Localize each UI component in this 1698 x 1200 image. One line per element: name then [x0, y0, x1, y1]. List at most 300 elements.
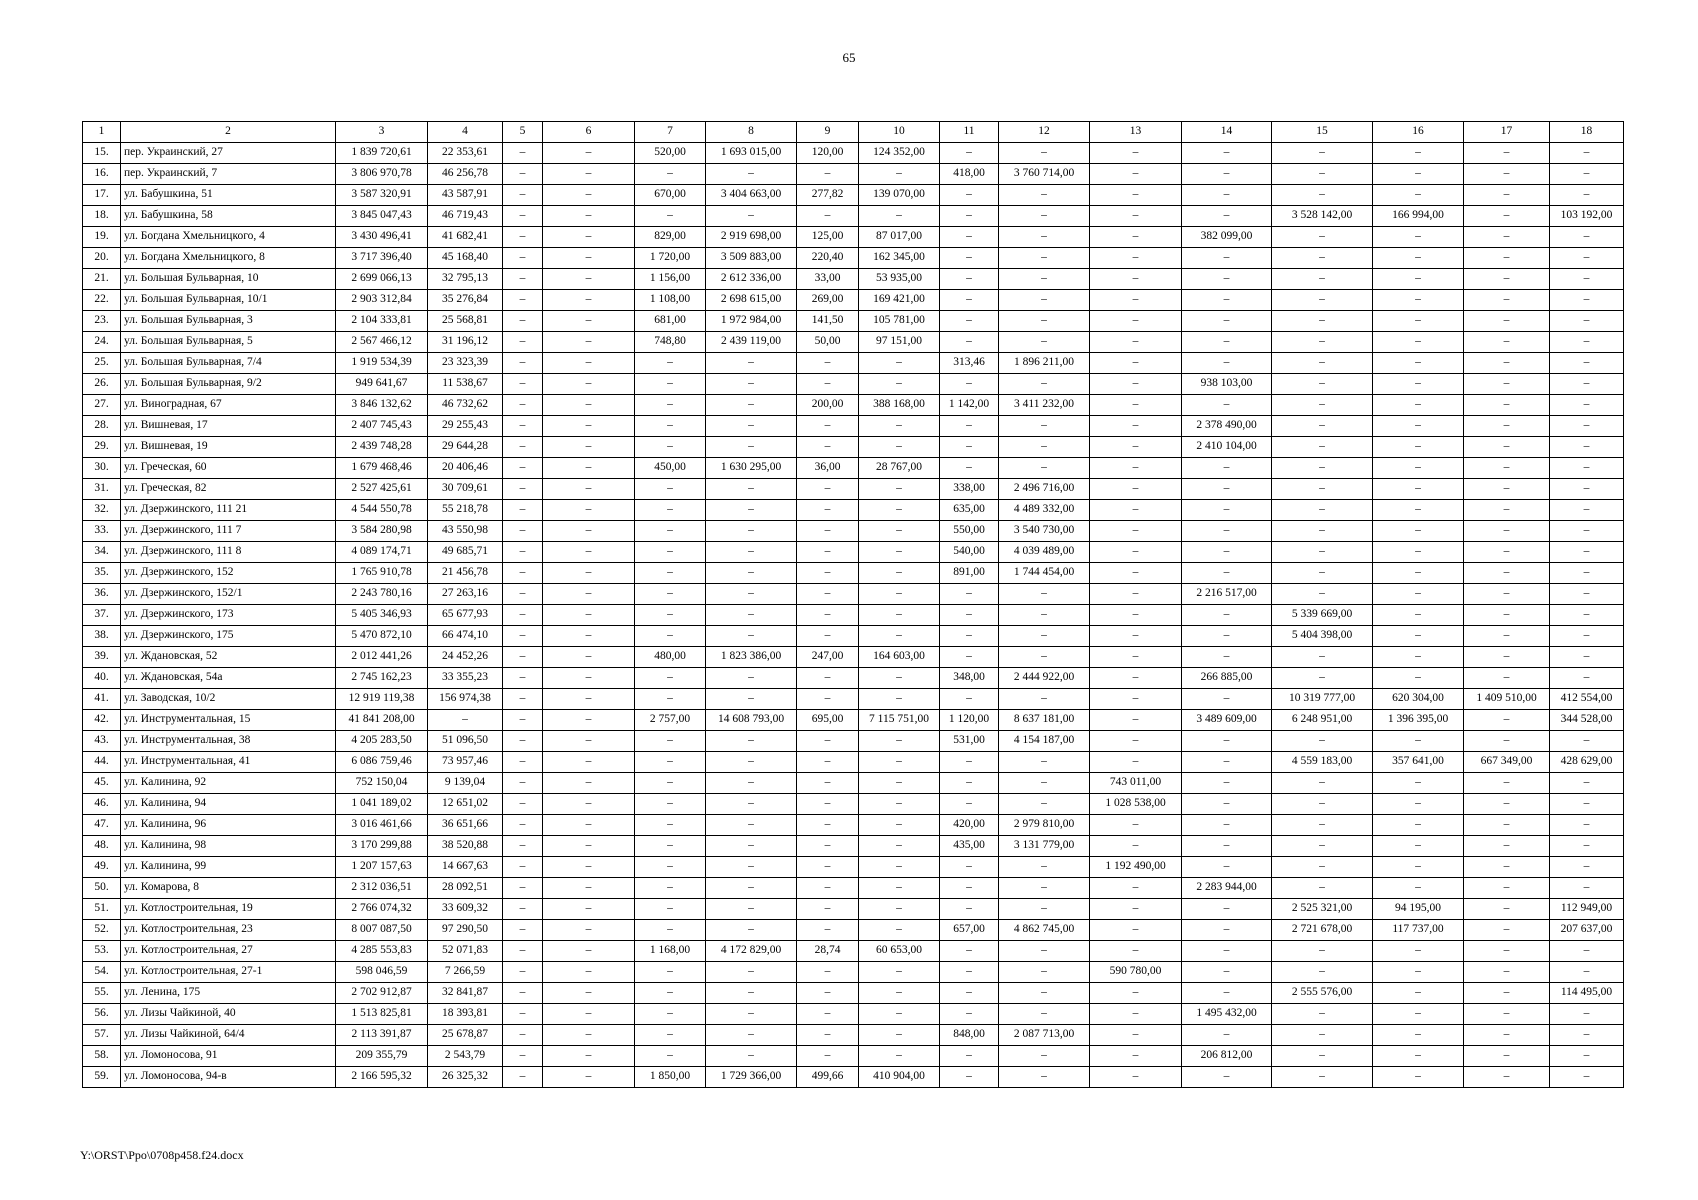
value-cell: –	[1373, 458, 1464, 479]
value-cell: –	[797, 794, 859, 815]
value-cell: –	[859, 500, 940, 521]
value-cell: 1 693 015,00	[706, 143, 797, 164]
value-cell: –	[1464, 962, 1550, 983]
value-cell: –	[706, 542, 797, 563]
value-cell: 2 702 912,87	[336, 983, 428, 1004]
value-cell: –	[1464, 920, 1550, 941]
address-cell: ул. Большая Бульварная, 5	[121, 332, 336, 353]
value-cell: –	[940, 143, 999, 164]
value-cell: –	[706, 983, 797, 1004]
value-cell: –	[999, 857, 1090, 878]
value-cell: –	[635, 836, 706, 857]
row-number-cell: 36.	[83, 584, 121, 605]
value-cell: –	[635, 773, 706, 794]
value-cell: 1 839 720,61	[336, 143, 428, 164]
value-cell: –	[1373, 374, 1464, 395]
value-cell: –	[503, 206, 543, 227]
address-cell: ул. Дзержинского, 152	[121, 563, 336, 584]
value-cell: 33 355,23	[428, 668, 503, 689]
value-cell: –	[1182, 647, 1272, 668]
value-cell: –	[1272, 353, 1373, 374]
value-cell: –	[1272, 395, 1373, 416]
address-cell: ул. Большая Бульварная, 9/2	[121, 374, 336, 395]
value-cell: –	[1550, 416, 1624, 437]
value-cell: –	[940, 1004, 999, 1025]
value-cell: –	[706, 206, 797, 227]
value-cell: –	[543, 479, 635, 500]
value-cell: –	[999, 962, 1090, 983]
address-cell: ул. Ломоносова, 91	[121, 1046, 336, 1067]
value-cell: 3 131 779,00	[999, 836, 1090, 857]
value-cell: –	[1550, 248, 1624, 269]
value-cell: –	[635, 374, 706, 395]
value-cell: 2 567 466,12	[336, 332, 428, 353]
value-cell: 33,00	[797, 269, 859, 290]
value-cell: –	[859, 353, 940, 374]
address-cell: ул. Котлостроительная, 19	[121, 899, 336, 920]
value-cell: –	[1373, 836, 1464, 857]
value-cell: 22 353,61	[428, 143, 503, 164]
value-cell: 156 974,38	[428, 689, 503, 710]
row-number-cell: 17.	[83, 185, 121, 206]
value-cell: –	[859, 878, 940, 899]
value-cell: –	[543, 395, 635, 416]
value-cell: –	[503, 185, 543, 206]
value-cell: –	[543, 668, 635, 689]
value-cell: –	[1550, 794, 1624, 815]
value-cell: –	[1464, 479, 1550, 500]
value-cell: –	[1272, 836, 1373, 857]
value-cell: –	[1464, 773, 1550, 794]
value-cell: –	[1182, 920, 1272, 941]
value-cell: –	[503, 668, 543, 689]
value-cell: –	[1373, 311, 1464, 332]
value-cell: 2 312 036,51	[336, 878, 428, 899]
value-cell: 1 720,00	[635, 248, 706, 269]
value-cell: –	[1090, 164, 1182, 185]
row-number-cell: 53.	[83, 941, 121, 962]
value-cell: 103 192,00	[1550, 206, 1624, 227]
value-cell: 3 806 970,78	[336, 164, 428, 185]
value-cell: 3 846 132,62	[336, 395, 428, 416]
value-cell: –	[1464, 647, 1550, 668]
value-cell: –	[1464, 248, 1550, 269]
value-cell: –	[1464, 815, 1550, 836]
value-cell: –	[706, 668, 797, 689]
table-row	[83, 248, 1624, 269]
value-cell: 162 345,00	[859, 248, 940, 269]
value-cell: –	[543, 563, 635, 584]
value-cell: –	[1272, 668, 1373, 689]
value-cell: –	[543, 626, 635, 647]
value-cell: –	[1090, 689, 1182, 710]
value-cell: 4 205 283,50	[336, 731, 428, 752]
value-cell: 10 319 777,00	[1272, 689, 1373, 710]
value-cell: –	[940, 983, 999, 1004]
value-cell: –	[503, 374, 543, 395]
value-cell: –	[635, 521, 706, 542]
value-cell: –	[1464, 1067, 1550, 1088]
value-cell: –	[428, 710, 503, 731]
table-row	[83, 878, 1624, 899]
column-header: 15	[1272, 122, 1373, 143]
value-cell: –	[1550, 185, 1624, 206]
row-number-cell: 37.	[83, 605, 121, 626]
value-cell: 277,82	[797, 185, 859, 206]
table-row	[83, 1067, 1624, 1088]
value-cell: –	[543, 857, 635, 878]
value-cell: 1 919 534,39	[336, 353, 428, 374]
column-header: 8	[706, 122, 797, 143]
row-number-cell: 44.	[83, 752, 121, 773]
value-cell: 2 919 698,00	[706, 227, 797, 248]
value-cell: –	[1090, 710, 1182, 731]
column-header: 17	[1464, 122, 1550, 143]
value-cell: –	[999, 794, 1090, 815]
value-cell: 247,00	[797, 647, 859, 668]
value-cell: –	[1182, 689, 1272, 710]
value-cell: –	[1182, 962, 1272, 983]
value-cell: –	[1373, 269, 1464, 290]
value-cell: 94 195,00	[1373, 899, 1464, 920]
value-cell: –	[1550, 269, 1624, 290]
value-cell: 200,00	[797, 395, 859, 416]
value-cell: –	[1464, 269, 1550, 290]
value-cell: 5 470 872,10	[336, 626, 428, 647]
value-cell: –	[1464, 185, 1550, 206]
value-cell: –	[1373, 479, 1464, 500]
column-header: 11	[940, 122, 999, 143]
value-cell: –	[797, 584, 859, 605]
value-cell: –	[1182, 794, 1272, 815]
value-cell: –	[940, 752, 999, 773]
value-cell: –	[1373, 353, 1464, 374]
value-cell: 266 885,00	[1182, 668, 1272, 689]
value-cell: –	[706, 563, 797, 584]
value-cell: –	[1464, 878, 1550, 899]
value-cell: –	[1373, 248, 1464, 269]
value-cell: 36,00	[797, 458, 859, 479]
value-cell: –	[1090, 458, 1182, 479]
address-cell: ул. Ленина, 175	[121, 983, 336, 1004]
value-cell: –	[1182, 731, 1272, 752]
value-cell: 2 439 119,00	[706, 332, 797, 353]
value-cell: –	[1464, 983, 1550, 1004]
value-cell: –	[797, 878, 859, 899]
value-cell: 9 139,04	[428, 773, 503, 794]
value-cell: –	[503, 269, 543, 290]
value-cell: –	[543, 899, 635, 920]
value-cell: –	[1272, 458, 1373, 479]
value-cell: –	[635, 1025, 706, 1046]
value-cell: –	[797, 605, 859, 626]
value-cell: –	[1090, 584, 1182, 605]
value-cell: –	[999, 185, 1090, 206]
value-cell: 1 513 825,81	[336, 1004, 428, 1025]
value-cell: –	[1550, 521, 1624, 542]
value-cell: 2 378 490,00	[1182, 416, 1272, 437]
value-cell: 2 757,00	[635, 710, 706, 731]
value-cell: 3 430 496,41	[336, 227, 428, 248]
value-cell: –	[706, 416, 797, 437]
value-cell: 4 172 829,00	[706, 941, 797, 962]
value-cell: –	[1464, 311, 1550, 332]
value-cell: –	[1272, 1025, 1373, 1046]
value-cell: –	[859, 479, 940, 500]
value-cell: –	[543, 311, 635, 332]
value-cell: 3 587 320,91	[336, 185, 428, 206]
value-cell: 1 396 395,00	[1373, 710, 1464, 731]
value-cell: –	[635, 353, 706, 374]
row-number-cell: 40.	[83, 668, 121, 689]
value-cell: –	[1090, 605, 1182, 626]
value-cell: –	[543, 815, 635, 836]
value-cell: 51 096,50	[428, 731, 503, 752]
table-row	[83, 374, 1624, 395]
value-cell: 1 108,00	[635, 290, 706, 311]
value-cell: –	[940, 1046, 999, 1067]
value-cell: –	[635, 563, 706, 584]
value-cell: –	[706, 605, 797, 626]
value-cell: –	[797, 731, 859, 752]
value-cell: –	[1090, 395, 1182, 416]
value-cell: 4 544 550,78	[336, 500, 428, 521]
address-cell: ул. Котлостроительная, 23	[121, 920, 336, 941]
value-cell: –	[1464, 542, 1550, 563]
value-cell: –	[1550, 584, 1624, 605]
table-row	[83, 752, 1624, 773]
value-cell: 41 682,41	[428, 227, 503, 248]
table-row	[83, 941, 1624, 962]
value-cell: –	[1464, 437, 1550, 458]
value-cell: –	[1550, 857, 1624, 878]
value-cell: 5 404 398,00	[1272, 626, 1373, 647]
value-cell: –	[1090, 206, 1182, 227]
value-cell: –	[635, 1046, 706, 1067]
value-cell: –	[1272, 437, 1373, 458]
table-row	[83, 1025, 1624, 1046]
value-cell: 891,00	[940, 563, 999, 584]
value-cell: –	[1373, 416, 1464, 437]
value-cell: –	[1182, 626, 1272, 647]
value-cell: –	[1464, 857, 1550, 878]
value-cell: –	[503, 1025, 543, 1046]
value-cell: –	[859, 794, 940, 815]
value-cell: –	[1550, 731, 1624, 752]
value-cell: –	[859, 584, 940, 605]
value-cell: –	[797, 206, 859, 227]
value-cell: –	[1272, 941, 1373, 962]
value-cell: –	[706, 815, 797, 836]
value-cell: –	[797, 437, 859, 458]
value-cell: –	[999, 227, 1090, 248]
table-row	[83, 206, 1624, 227]
value-cell: –	[1090, 542, 1182, 563]
value-cell: –	[797, 668, 859, 689]
value-cell: –	[635, 962, 706, 983]
value-cell: –	[859, 983, 940, 1004]
value-cell: –	[1550, 395, 1624, 416]
value-cell: –	[797, 542, 859, 563]
value-cell: –	[797, 836, 859, 857]
row-number-cell: 50.	[83, 878, 121, 899]
value-cell: –	[940, 647, 999, 668]
value-cell: –	[635, 794, 706, 815]
value-cell: 1 896 211,00	[999, 353, 1090, 374]
value-cell: 8 007 087,50	[336, 920, 428, 941]
value-cell: –	[1550, 500, 1624, 521]
column-header: 18	[1550, 122, 1624, 143]
value-cell: –	[797, 1004, 859, 1025]
value-cell: –	[1464, 794, 1550, 815]
value-cell: –	[1550, 290, 1624, 311]
value-cell: 2 699 066,13	[336, 269, 428, 290]
value-cell: –	[797, 920, 859, 941]
table-row	[83, 542, 1624, 563]
address-cell: пер. Украинский, 27	[121, 143, 336, 164]
value-cell: 3 489 609,00	[1182, 710, 1272, 731]
value-cell: 410 904,00	[859, 1067, 940, 1088]
value-cell: 2 104 333,81	[336, 311, 428, 332]
value-cell: 55 218,78	[428, 500, 503, 521]
column-header: 7	[635, 122, 706, 143]
value-cell: –	[503, 836, 543, 857]
value-cell: –	[859, 605, 940, 626]
value-cell: –	[1550, 1046, 1624, 1067]
value-cell: –	[543, 794, 635, 815]
value-cell: 2 527 425,61	[336, 479, 428, 500]
value-cell: 33 609,32	[428, 899, 503, 920]
value-cell: –	[1272, 227, 1373, 248]
value-cell: 97 290,50	[428, 920, 503, 941]
value-cell: –	[1182, 857, 1272, 878]
address-cell: ул. Большая Бульварная, 3	[121, 311, 336, 332]
value-cell: –	[706, 899, 797, 920]
value-cell: –	[543, 437, 635, 458]
value-cell: –	[859, 542, 940, 563]
value-cell: –	[1373, 437, 1464, 458]
value-cell: –	[1090, 437, 1182, 458]
value-cell: 2 407 745,43	[336, 416, 428, 437]
value-cell: 743 011,00	[1090, 773, 1182, 794]
value-cell: 1 495 432,00	[1182, 1004, 1272, 1025]
table-row	[83, 290, 1624, 311]
value-cell: –	[1090, 1004, 1182, 1025]
table-row	[83, 647, 1624, 668]
value-cell: 3 411 232,00	[999, 395, 1090, 416]
value-cell: –	[1373, 584, 1464, 605]
address-cell: ул. Большая Бульварная, 7/4	[121, 353, 336, 374]
row-number-cell: 29.	[83, 437, 121, 458]
value-cell: –	[503, 773, 543, 794]
value-cell: –	[1550, 815, 1624, 836]
value-cell: –	[1464, 1025, 1550, 1046]
value-cell: –	[503, 395, 543, 416]
value-cell: –	[940, 605, 999, 626]
row-number-cell: 30.	[83, 458, 121, 479]
value-cell: 12 919 119,38	[336, 689, 428, 710]
value-cell: –	[999, 689, 1090, 710]
value-cell: 1 744 454,00	[999, 563, 1090, 584]
table-row	[83, 521, 1624, 542]
value-cell: –	[543, 332, 635, 353]
value-cell: –	[543, 752, 635, 773]
table-row	[83, 626, 1624, 647]
table-row	[83, 920, 1624, 941]
table-row	[83, 668, 1624, 689]
value-cell: –	[635, 899, 706, 920]
value-cell: 2 012 441,26	[336, 647, 428, 668]
value-cell: –	[1090, 353, 1182, 374]
value-cell: –	[1550, 374, 1624, 395]
row-number-cell: 18.	[83, 206, 121, 227]
value-cell: –	[543, 983, 635, 1004]
value-cell: 2 721 678,00	[1272, 920, 1373, 941]
column-header: 2	[121, 122, 336, 143]
value-cell: –	[706, 521, 797, 542]
value-cell: –	[706, 584, 797, 605]
value-cell: 41 841 208,00	[336, 710, 428, 731]
address-cell: ул. Вишневая, 17	[121, 416, 336, 437]
address-cell: ул. Заводская, 10/2	[121, 689, 336, 710]
value-cell: –	[543, 1067, 635, 1088]
table-row	[83, 395, 1624, 416]
value-cell: –	[1272, 311, 1373, 332]
value-cell: 43 550,98	[428, 521, 503, 542]
value-cell: 418,00	[940, 164, 999, 185]
value-cell: –	[999, 1067, 1090, 1088]
value-cell: –	[999, 248, 1090, 269]
value-cell: –	[1272, 542, 1373, 563]
value-cell: 43 587,91	[428, 185, 503, 206]
value-cell: –	[1182, 143, 1272, 164]
value-cell: –	[1272, 269, 1373, 290]
value-cell: –	[999, 878, 1090, 899]
value-cell: 21 456,78	[428, 563, 503, 584]
value-cell: –	[1090, 731, 1182, 752]
value-cell: 1 192 490,00	[1090, 857, 1182, 878]
value-cell: –	[1182, 395, 1272, 416]
value-cell: –	[940, 794, 999, 815]
value-cell: 139 070,00	[859, 185, 940, 206]
value-cell: –	[1373, 1067, 1464, 1088]
value-cell: 4 154 187,00	[999, 731, 1090, 752]
value-cell: 32 795,13	[428, 269, 503, 290]
value-cell: 66 474,10	[428, 626, 503, 647]
value-cell: –	[797, 164, 859, 185]
value-cell: –	[635, 689, 706, 710]
row-number-cell: 49.	[83, 857, 121, 878]
value-cell: –	[940, 311, 999, 332]
value-cell: –	[1272, 332, 1373, 353]
value-cell: 73 957,46	[428, 752, 503, 773]
value-cell: –	[706, 437, 797, 458]
value-cell: –	[1090, 563, 1182, 584]
value-cell: –	[543, 647, 635, 668]
value-cell: –	[543, 521, 635, 542]
value-cell: –	[1090, 416, 1182, 437]
row-number-cell: 57.	[83, 1025, 121, 1046]
table-row	[83, 689, 1624, 710]
value-cell: –	[543, 206, 635, 227]
row-number-cell: 34.	[83, 542, 121, 563]
value-cell: –	[940, 290, 999, 311]
value-cell: 3 170 299,88	[336, 836, 428, 857]
value-cell: 657,00	[940, 920, 999, 941]
value-cell: –	[1373, 626, 1464, 647]
value-cell: –	[503, 353, 543, 374]
table-row	[83, 500, 1624, 521]
